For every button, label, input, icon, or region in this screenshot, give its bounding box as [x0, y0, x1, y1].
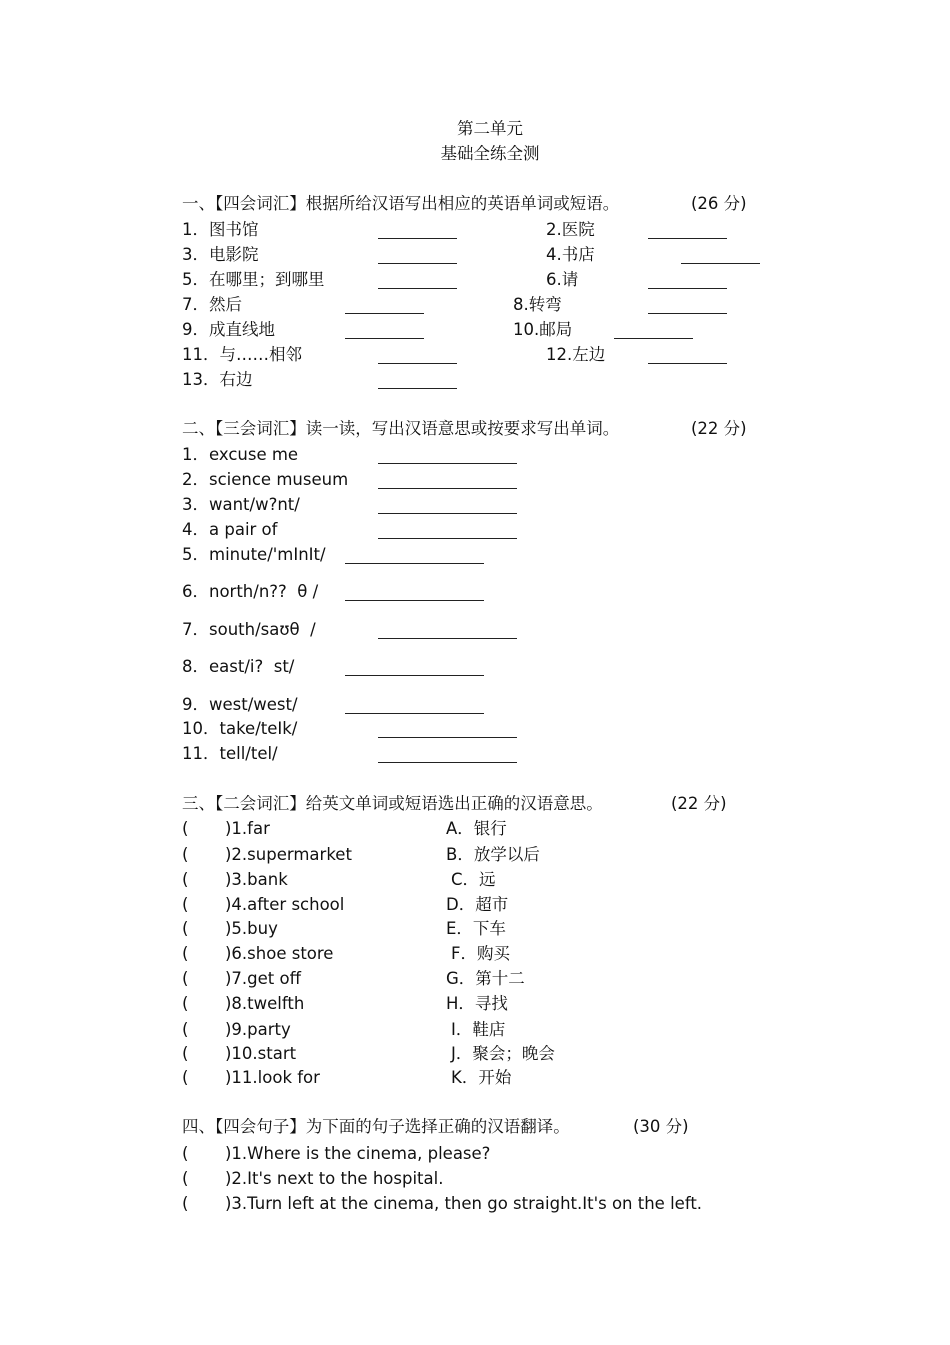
s3-word: )5.buy	[225, 919, 278, 938]
s2-item: 7．south/saʊθ /	[182, 620, 316, 639]
s4-sentence: )1.Where is the cinema, please?	[225, 1144, 491, 1163]
s3-option: C．远	[451, 870, 496, 889]
section-2-heading: 二、【三会词汇】读一读，写出汉语意思或按要求写出单词。	[182, 419, 620, 438]
s2-item: 3．want/w?nt/	[182, 495, 300, 514]
answer-paren[interactable]: (	[182, 919, 189, 938]
s3-option: B．放学以后	[446, 845, 540, 864]
s2-item: 5．minute/'mInIt/	[182, 545, 326, 564]
s1-item-13: 13．右边	[182, 370, 253, 389]
answer-blank[interactable]	[378, 263, 457, 264]
s3-option: D．超市	[446, 895, 509, 914]
answer-blank[interactable]	[378, 538, 517, 539]
section-1-heading: 一、【四会词汇】根据所给汉语写出相应的英语单词或短语。	[182, 194, 620, 213]
answer-blank[interactable]	[378, 638, 517, 639]
s3-option: A．银行	[446, 819, 507, 838]
s1-item-5: 5．在哪里；到哪里	[182, 270, 325, 289]
answer-blank[interactable]	[681, 263, 760, 264]
answer-blank[interactable]	[345, 313, 424, 314]
answer-blank[interactable]	[378, 737, 517, 738]
answer-blank[interactable]	[345, 338, 424, 339]
s4-sentence: )2.It's next to the hospital.	[225, 1169, 444, 1188]
s3-word: )6.shoe store	[225, 944, 334, 963]
s3-word: )9.party	[225, 1020, 291, 1039]
s3-option: H．寻找	[446, 994, 508, 1013]
s1-item-1: 1．图书馆	[182, 220, 259, 239]
answer-blank[interactable]	[378, 762, 517, 763]
s3-option: I．鞋店	[451, 1020, 506, 1039]
s1-item-8: 8.转弯	[513, 295, 562, 314]
answer-paren[interactable]: (	[182, 1020, 189, 1039]
worksheet-subtitle: 基础全练全测	[440, 144, 540, 163]
answer-paren[interactable]: (	[182, 845, 189, 864]
section-1-score: (26 分)	[691, 194, 747, 213]
s2-item: 4．a pair of	[182, 520, 278, 539]
s2-item: 1．excuse me	[182, 445, 299, 464]
section-4-score: (30 分)	[633, 1117, 689, 1136]
answer-blank[interactable]	[614, 338, 693, 339]
s2-item: 10．take/teIk/	[182, 719, 298, 738]
s3-word: )2.supermarket	[225, 845, 352, 864]
answer-paren[interactable]: (	[182, 1194, 189, 1213]
section-2-score: (22 分)	[691, 419, 747, 438]
s3-word: )3.bank	[225, 870, 288, 889]
s3-word: )1.far	[225, 819, 270, 838]
s3-option: E．下车	[446, 919, 506, 938]
answer-blank[interactable]	[345, 675, 484, 676]
s3-word: )10.start	[225, 1044, 297, 1063]
s1-item-4: 4.书店	[546, 245, 595, 264]
s3-word: )7.get off	[225, 969, 301, 988]
answer-paren[interactable]: (	[182, 819, 189, 838]
s1-item-12: 12.左边	[546, 345, 606, 364]
answer-blank[interactable]	[378, 238, 457, 239]
answer-paren[interactable]: (	[182, 994, 189, 1013]
section-3-score: (22 分)	[671, 794, 727, 813]
s3-option: F．购买	[451, 944, 510, 963]
answer-blank[interactable]	[648, 238, 727, 239]
unit-title: 第二单元	[457, 119, 523, 138]
answer-paren[interactable]: (	[182, 1169, 189, 1188]
s4-sentence: )3.Turn left at the cinema, then go straight.It's on the left.	[225, 1194, 703, 1213]
answer-paren[interactable]: (	[182, 1068, 189, 1087]
answer-paren[interactable]: (	[182, 1044, 189, 1063]
s2-item: 9．west/west/	[182, 695, 298, 714]
s2-item: 6．north/n?? θ /	[182, 582, 319, 601]
answer-blank[interactable]	[378, 388, 457, 389]
s1-item-2: 2.医院	[546, 220, 595, 239]
answer-blank[interactable]	[345, 713, 484, 714]
answer-blank[interactable]	[648, 363, 727, 364]
s3-word: )8.twelfth	[225, 994, 305, 1013]
s1-item-7: 7．然后	[182, 295, 242, 314]
s3-word: )11.look for	[225, 1068, 320, 1087]
answer-blank[interactable]	[648, 313, 727, 314]
answer-paren[interactable]: (	[182, 969, 189, 988]
s1-item-3: 3．电影院	[182, 245, 259, 264]
s2-item: 11．tell/tel/	[182, 744, 278, 763]
s1-item-6: 6.请	[546, 270, 579, 289]
s2-item: 8．east/i? st/	[182, 657, 295, 676]
section-4-heading: 四、【四会句子】为下面的句子选择正确的汉语翻译。	[182, 1117, 570, 1136]
answer-paren[interactable]: (	[182, 944, 189, 963]
answer-paren[interactable]: (	[182, 895, 189, 914]
section-3-heading: 三、【二会词汇】给英文单词或短语选出正确的汉语意思。	[182, 794, 603, 813]
answer-blank[interactable]	[378, 363, 457, 364]
answer-blank[interactable]	[378, 463, 517, 464]
s3-word: )4.after school	[225, 895, 345, 914]
s1-item-9: 9．成直线地	[182, 320, 275, 339]
answer-blank[interactable]	[345, 600, 484, 601]
s3-option: G．第十二	[446, 969, 525, 988]
answer-blank[interactable]	[378, 488, 517, 489]
s1-item-11: 11．与……相邻	[182, 345, 302, 364]
answer-blank[interactable]	[648, 288, 727, 289]
answer-blank[interactable]	[345, 563, 484, 564]
answer-blank[interactable]	[378, 513, 517, 514]
answer-paren[interactable]: (	[182, 870, 189, 889]
answer-blank[interactable]	[378, 288, 457, 289]
s3-option: J．聚会；晚会	[451, 1044, 555, 1063]
answer-paren[interactable]: (	[182, 1144, 189, 1163]
s1-item-10: 10.邮局	[513, 320, 573, 339]
s3-option: K．开始	[451, 1068, 512, 1087]
s2-item: 2．science museum	[182, 470, 349, 489]
